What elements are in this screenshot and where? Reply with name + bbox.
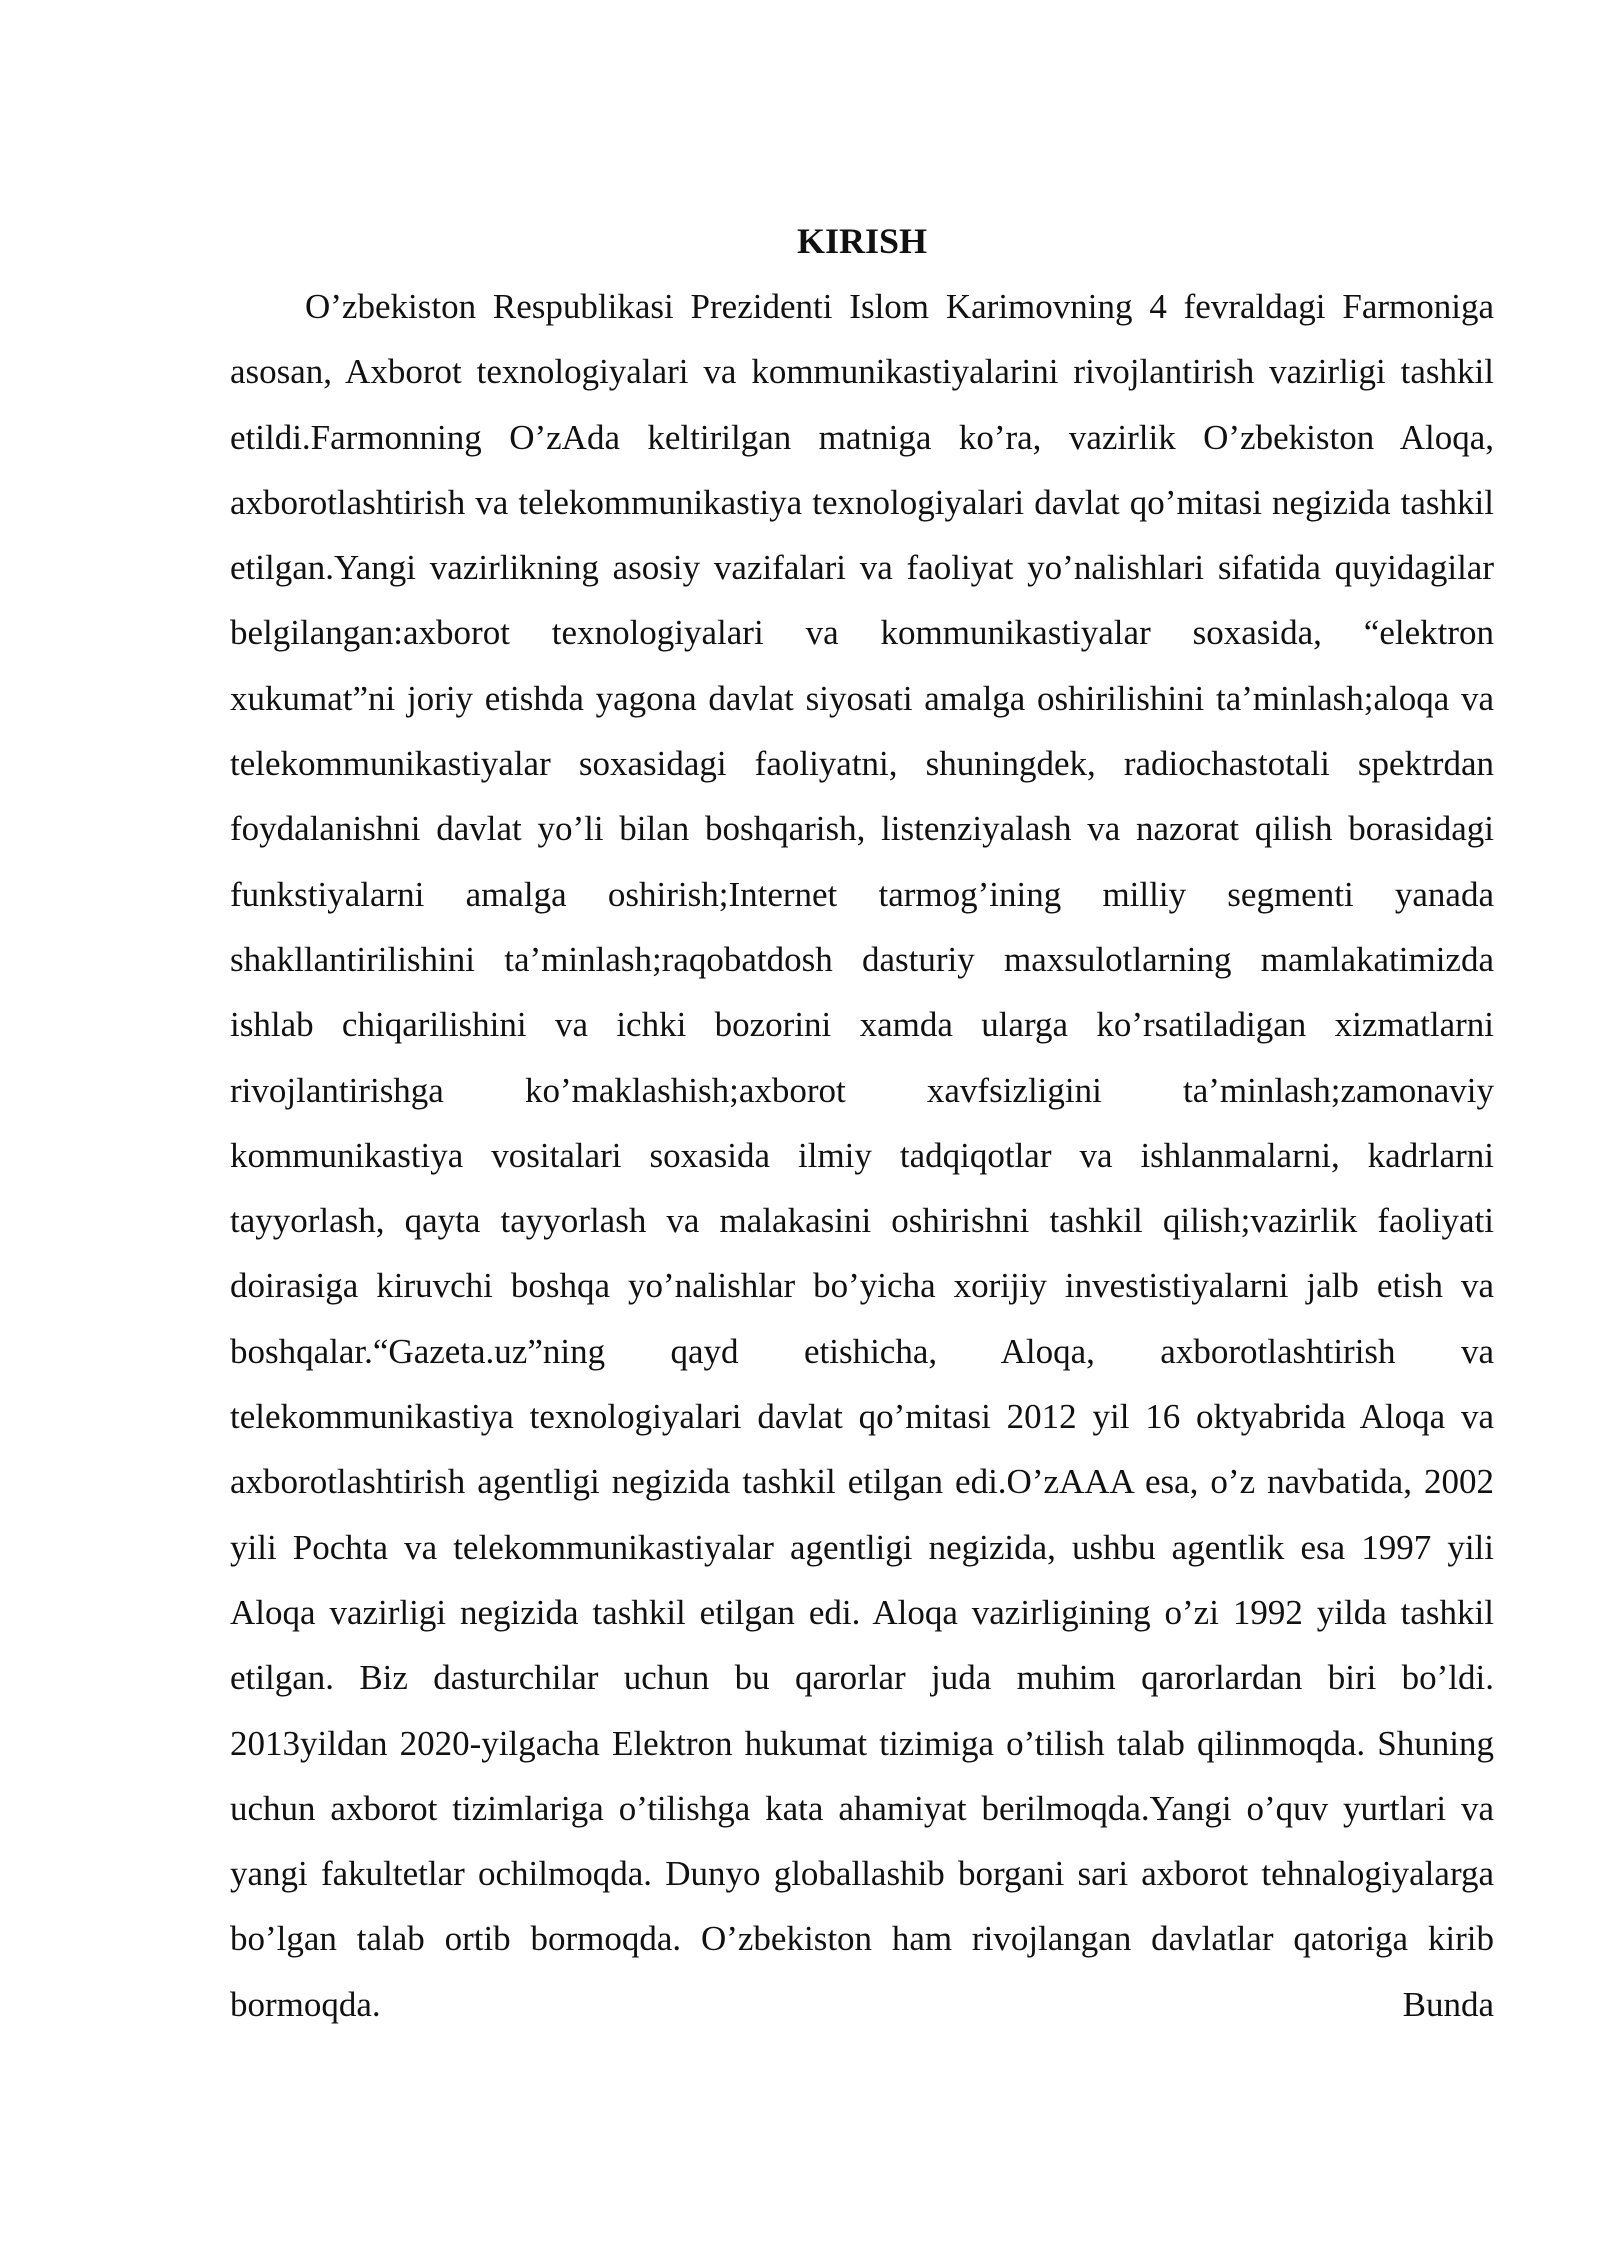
document-title: KIRISH xyxy=(796,221,928,261)
body-paragraph: O’zbekiston Respublikasi Prezidenti Islom Karimovning 4 fevraldagi Farmoniga asosan, Axborot texnologiyalari va kommunikastiyalarini rivojlantirish vazirligi tashkil etildi.Farmonning O’zAda keltirilgan matniga ko’ra, vazirlik O’zbekiston Aloqa, axborotlashtirish va telekommunikastiya texnologiyalari davlat qo’mitasi negizida tashkil etilgan.Yangi vazirlikning asosiy vazifalari va faoliyat yo’nalishlari sifatida quyidagilar belgilangan:axborot texnologiyalari va kommunikastiyalar soxasida, “elektron xukumat”ni joriy etishda yagona davlat siyosati amalga oshirilishini ta’minlash;aloqa va telekommunikastiyalar soxasidagi faoliyatni, shuningdek, radiochastotali spektrdan foydalanishni davlat yo’li bilan boshqarish, listenziyalash va nazorat qilish borasidagi funkstiyalarni amalga oshirish;Internet tarmog’ining milliy segmenti yanada shakllantirilishini ta’minlash;raqobatdosh dasturiy maxsulotlarning mamlakatimizda ishlab chiqarilishini va ichki bozorini xamda ularga ko’rsatiladigan xizmatlarni rivojlantirishga ko’maklashish;axborot xavfsizligini ta’minlash;zamonaviy kommunikastiya vositalari soxasida ilmiy tadqiqotlar va ishlanmalarni, kadrlarni tayyorlash, qayta tayyorlash va malakasini oshirishni tashkil qilish;vazirlik faoliyati doirasiga kiruvchi boshqa yo’nalishlar bo’yicha xorijiy investistiyalarni jalb etish va boshqalar.“Gazeta.uz”ning qayd etishicha, Aloqa, axborotlashtirish va telekommunikastiya texnologiyalari davlat qo’mitasi 2012 yil 16 oktyabrida Aloqa va axborotlashtirish agentligi negizida tashkil etilgan edi.O’zAAA esa, o’z navbatida, 2002 yili Pochta va telekommunikastiyalar agentligi negizida, ushbu agentlik esa 1997 yili Aloqa vazirligi negizida tashkil etilgan edi. Aloqa vazirligining o’zi 1992 yilda tashkil etilgan. Biz dasturchilar uchun bu qarorlar juda muhim qarorlardan biri bo’ldi. 2013yildan 2020-yilgacha Elektron hukumat tizimiga o’tilish talab qilinmoqda. Shuning uchun axborot tizimlariga o’tilishga kata ahamiyat berilmoqda.Yangi o’quv yurtlari va yangi fakultetlar ochilmoqda. Dunyo globallashib borgani sari axborot tehnalogiyalarga bo’lgan talab ortib bormoqda. O’zbekiston ham rivojlangan davlatlar qatoriga kirib bormoqda. Bunda xyxy=(230,287,1494,2024)
document-content xyxy=(230,208,1494,2037)
